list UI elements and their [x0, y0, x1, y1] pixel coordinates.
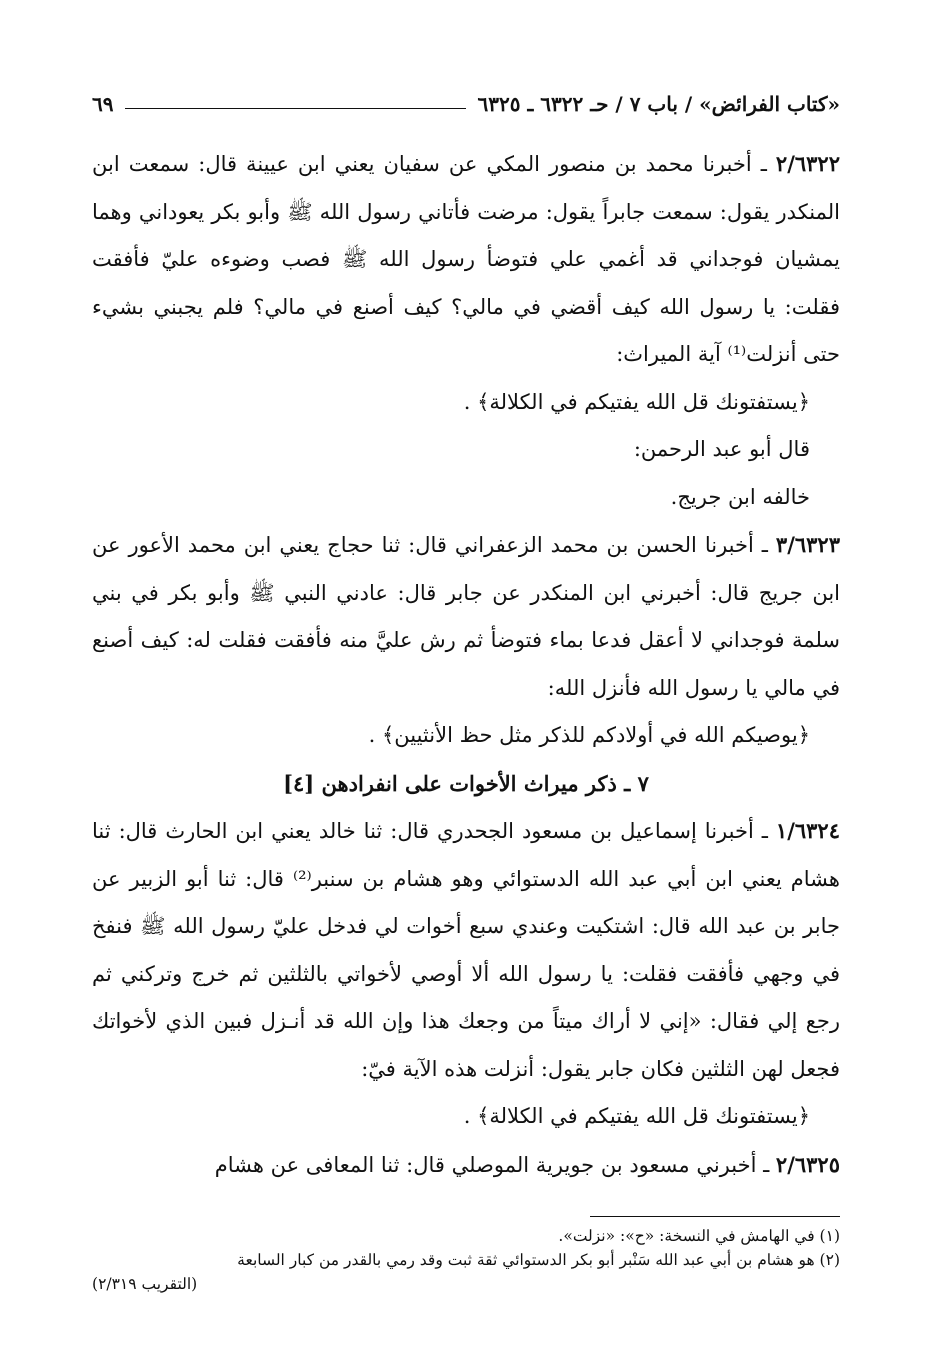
author-note: خالفه ابن جريج. — [670, 484, 810, 509]
hadith-number: ٢/٦٣٢٢ — [775, 151, 840, 176]
page-number: ٦٩ — [92, 92, 114, 116]
quran-verse: ﴿يستفتونك قل الله يفتيكم في الكلالة﴾ . — [463, 389, 810, 414]
hadith-6323 — [92, 521, 840, 712]
hadith-text: ـ أخبرنا الحسن بن محمد الزعفراني قال: ثنا حجاج يعني ابن محمد الأعور عن ابن جريج قال: أخبرني ابن المنكدر عن جابر قال: عادني النبي ﷺ وأبو بكر في بني سلمة فوجداني لا أعقل فدعا بماء فتوضأ ثم رش عليَّ منه فأفقت فقلت له: كيف أصنع في مالي يا رسول الله فأنزل الله: — [92, 533, 840, 700]
quran-verse: ﴿يوصيكم الله في أولادكم للذكر مثل حظ الأنثيين﴾ . — [368, 723, 810, 747]
hadith-text: ـ أخبرنا محمد بن منصور المكي عن سفيان يعني ابن عيينة قال: سمعت ابن المنكدر يقول: سمعت جابراً يقول: مرضت فأتاني رسول الله ﷺ وأبو بكر يعوداني وهما يمشيان فوجداني قد أغمي علي فتوضأ رسول الله ﷺ فصب وضوءه عليّ فأفقت فقلت: يا رسول الله كيف أقضي في مالي؟ كيف أصنع في مالي؟ فلم يجبني بشيء حتى أنزلت⁽¹⁾ آية الميراث: — [92, 152, 840, 366]
chapter-heading: ٧ ـ ذكر ميراث الأخوات على انفرادهن [٤] — [283, 770, 649, 796]
footnote-2: (٢) هو هشام بن أبي عبد الله سَنْبر أبو بكر الدستوائي ثقة ثبت وقد رمي بالقدر من كبار السابعة — [237, 1251, 840, 1269]
footnote-divider — [590, 1216, 840, 1217]
page-header — [92, 86, 840, 116]
hadith-text: ـ أخبرنا إسماعيل بن مسعود الجحدري قال: ثنا خالد يعني ابن الحارث قال: ثنا هشام يعني ابن أبي عبد الله الدستوائي وهو هشام بن سنبر⁽²⁾ قال: ثنا أبو الزبير عن جابر بن عبد الله قال: اشتكيت وعندي سبع أخوات لي فدخل عليّ رسول الله ﷺ فنفخ في وجهي فأفقت فقلت: يا رسول الله ألا أوصي لأخواتي بالثلثين ثم خرج وتركني ثم رجع إلي فقال: «إني لا أراك ميتاً من وجعك هذا وإن الله قد أنـزل فبين الذي لأخواتك فجعل لهن الثلثين فكان جابر يقول: أنزلت هذه الآية فيّ: — [92, 819, 840, 1081]
hadith-6325 — [92, 1141, 840, 1190]
hadith-text: ـ أخبرني مسعود بن جويرية الموصلي قال: ثنا المعافى عن هشام — [214, 1152, 776, 1177]
footnote-2-reference: (التقريب ٢/٣١٩) — [92, 1275, 198, 1293]
author-note: قال أبو عبد الرحمن: — [633, 437, 810, 461]
running-title: «كتاب الفرائض» / باب ٧ / حـ ٦٣٢٢ ـ ٦٣٢٥ — [477, 92, 840, 116]
hadith-number: ٢/٦٣٢٥ — [775, 1151, 840, 1177]
footnote-1: (١) في الهامش في النسخة: «ح»: «نزلت». — [558, 1227, 840, 1245]
hadith-number: ١/٦٣٢٤ — [775, 818, 840, 843]
hadith-number: ٣/٦٣٢٣ — [775, 532, 840, 557]
quran-verse: ﴿يستفتونك قل الله يفتيكم في الكلالة﴾ . — [463, 1104, 810, 1128]
hadith-6322 — [92, 140, 840, 379]
header-rule — [125, 108, 465, 109]
hadith-6324 — [92, 807, 840, 1093]
main-text — [92, 140, 840, 1189]
footnotes — [92, 1224, 840, 1296]
